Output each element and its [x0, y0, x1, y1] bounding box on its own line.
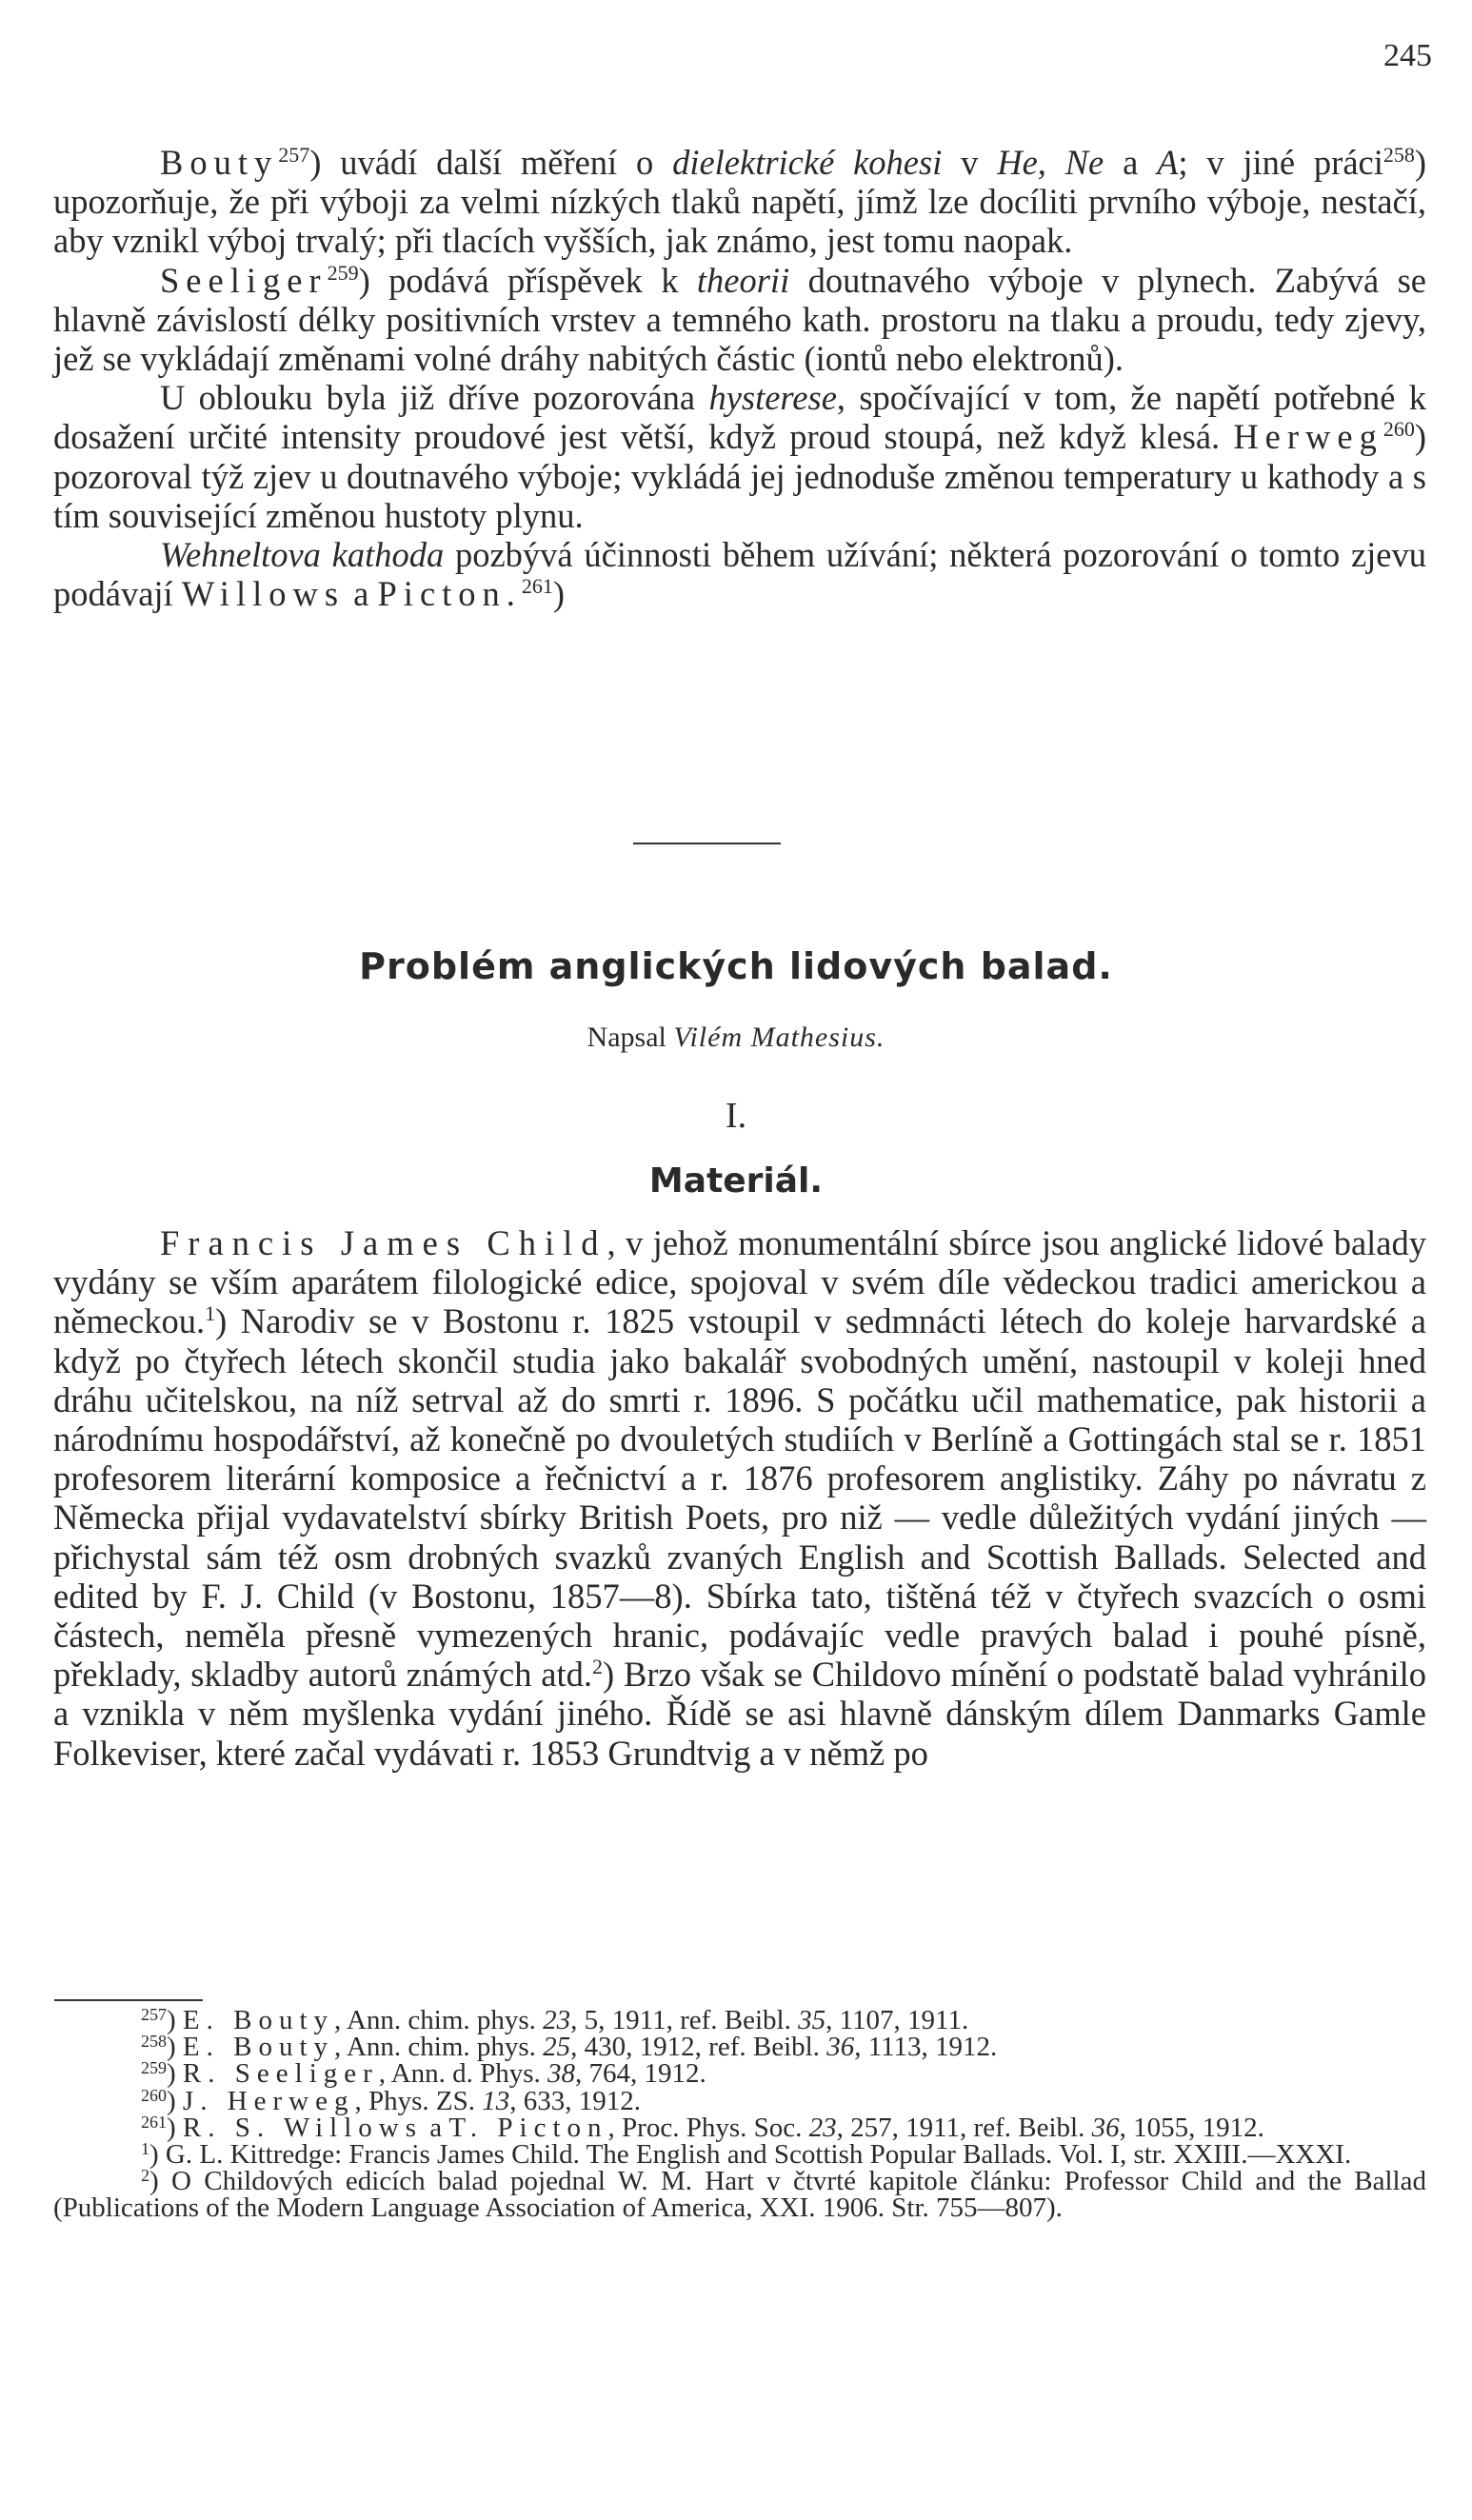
footnote-ref: 258 [1382, 143, 1415, 167]
body-text [53, 1223, 1426, 1773]
footnote-ref: 257 [278, 143, 310, 167]
footnote-divider [54, 1999, 203, 2001]
section-divider [633, 843, 781, 844]
author-name: Herweg [1233, 417, 1383, 457]
author-name: Seeliger [160, 260, 328, 300]
article-title: Problém anglických lidových balad. [359, 945, 1113, 987]
footnote: $^{261}$) R. S. Willows a T. Picton, Proc. Phys. Soc. 23, 257, 1911, ref. Beibl. 36, 1055, 1912. [141, 2112, 1264, 2143]
paragraph-child: Francis James Child, v jehož monumentální sbírce jsou anglické lidové balady vydány se vším aparátem filologické edice, spojoval v svém díle vědeckou tradici americkou a německou.$^1$) Narodiv se v Bostonu r. 1825 vstoupil v sedmnácti létech do koleje harvardské a když po čtyřech létech skončil studia jako bakalář svobodných umění, nastoupil v koleji hned dráhu učitelskou, na níž setrval až do smrti r. 1896. S počátku učil mathematice, pak historii a národnímu hospodářství, až konečně po dvouletých studiích v Berlíně a Gottingách stal se r. 1851 profesorem literární komposice a řečnictví a r. 1876 profesorem anglistiky. Záhy po návratu z Německa přijal vydavatelství sbírky British Poets, pro niž — vedle důležitých vydání jiných — přichystal sám též osm drobných svazků zvaných English and Scottish Ballads. Selected and edited by F. J. Child (v Bostonu, 1857—8). Sbírka tato, tištěná též v čtyřech svazcích o osmi částech, neměla přesně vymezených hranic, podávajíc vedle pravých balad i pouhé písně, překlady, skladby autorů známých atd.$^2$) Brzo však se Childovo mínění o podstatě balad vyhránilo a vznikla v něm myšlenka vydání jiného. Řídě se asi hlavně dánským dílem Danmarks Gamle Folkeviser, které začal vydávati r. 1853 Grundtvig a v němž po [53, 1223, 1426, 1773]
article-byline: Napsal Vilém Mathesius. [587, 1022, 885, 1053]
italic-term: dielektrické kohesi [672, 143, 943, 182]
footnote: $^{259}$) R. Seeliger, Ann. d. Phys. 38, 764, 1912. [141, 2058, 706, 2090]
author-name: Willows [181, 574, 346, 614]
footnote-ref: 260 [1382, 417, 1415, 442]
footnote-ref: 261 [521, 574, 553, 599]
page-number: 245 [1383, 38, 1432, 73]
footnote-ref: 1 [205, 1301, 216, 1326]
paragraph-hysterese: U oblouku byla již dříve pozorována hysterese, spočívající v tom, že napětí potřebné k dosažení určité intensity proudové jest větší, když proud stoupá, než když klesá. Herweg$^{260}$) pozoroval týž zjev u doutnavého výboje; vykládá jej jednoduše změnou temperatury u kathody a s tím související změnou hustoty plynu. [53, 378, 1426, 535]
author-name: Francis James Child [160, 1223, 607, 1262]
paragraph-wehnelt: Wehneltova kathoda pozbývá účinnosti během užívání; některá pozorování o tomto zjevu podávají Willows a Picton.$^{261}$) [53, 535, 1427, 614]
author-name: Picton. [377, 574, 522, 614]
footnote: $^{257}$) E. Bouty, Ann. chim. phys. 23, 5, 1911, ref. Beibl. 35, 1107, 1911. [141, 2005, 969, 2035]
footnote-ref: 2 [592, 1655, 604, 1679]
upper-text [53, 143, 1426, 613]
footnote: $^2$) O Childových edicích balad pojednal W. M. Hart v čtvrté kapitole článku: Professor Child and the Ballad (Publications of the Modern Language Association of America, XXI. 1906. Str. 755—807). [53, 2166, 1426, 2224]
italic-term: hysterese [708, 378, 837, 418]
section-title: Materiál. [648, 1161, 824, 1200]
paragraph-bouty: Bouty$^{257}$) uvádí další měření o dielektrické kohesi v He, Ne a A; v jiné práci$^{258}$) upozorňuje, že při výboji za velmi nízkých tlaků napětí, jímž lze docíliti prvního výboje, nestačí, aby vznikl výboj trvalý; při tlacích vyšších, jak známo, jest tomu naopak. [53, 143, 1427, 261]
italic-term: Wehneltova kathoda [160, 535, 445, 575]
byline-author: Vilém Mathesius. [673, 1022, 885, 1053]
footnote-ref: 259 [327, 260, 359, 285]
author-name: Bouty [160, 143, 279, 182]
italic-term: theorii [696, 260, 790, 300]
footnotes [53, 2007, 1426, 2222]
footnote: $^{258}$) E. Bouty, Ann. chim. phys. 25, 430, 1912, ref. Beibl. 36, 1113, 1912. [141, 2032, 998, 2063]
section-number: I. [725, 1096, 747, 1136]
footnote: $^{260}$) J. Herweg, Phys. ZS. 13, 633, 1912. [141, 2085, 642, 2116]
paragraph-seeliger: Seeliger$^{259}$) podává příspěvek k theorii doutnavého výboje v plynech. Zabývá se hlavně závislostí délky positivních vrstev a temného kath. prostoru na tlaku a proudu, tedy zjevy, jež se vykládají změnami volné dráhy nabitých částic (iontů nebo elektronů). [53, 260, 1426, 379]
footnote: $^1$) G. L. Kittredge: Francis James Child. The English and Scottish Popular Ballads. Vol. I, str. XXIII.—XXXI. [141, 2139, 1352, 2171]
